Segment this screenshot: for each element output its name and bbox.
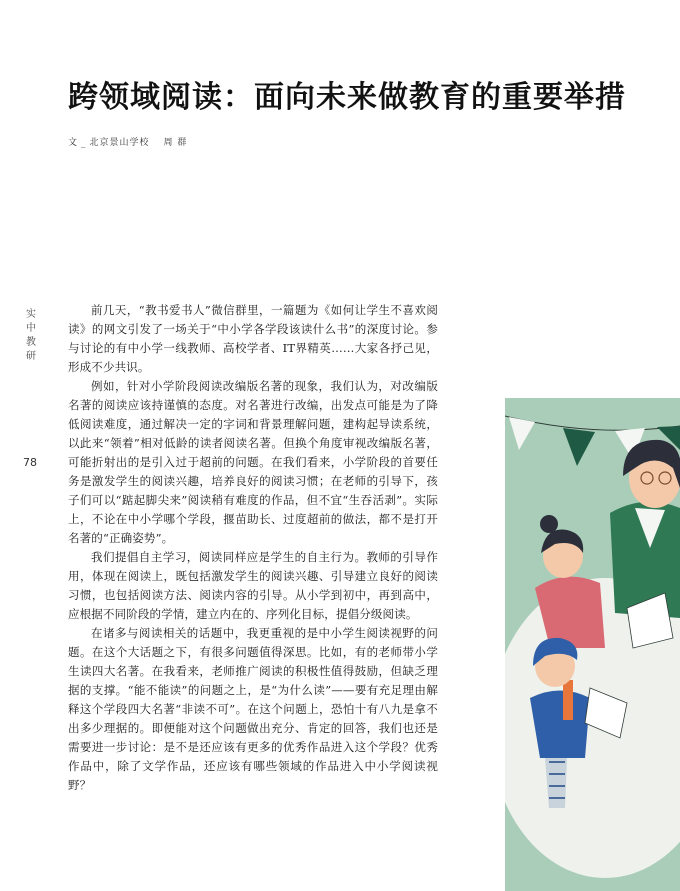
paragraph: 例如，针对小学阶段阅读改编版名著的现象，我们认为，对改编版名著的阅读应该持谨慎的态度。对名著进行改编，出发点可能是为了降低阅读难度，通过解决一定的字词和背景理解问题，建构起导读系统，以此来“领着”相对低龄的读者阅读名著。但换个角度审视改编版名著，可能折射出的是引入过于超前的问题。在我们看来，小学阶段的首要任务是激发学生的阅读兴趣，培养良好的阅读习惯；在老师的引导下，孩子们可以“踮起脚尖来”阅读稍有难度的作品，但不宜“生吞活剥”。实际上，不论在中小学哪个学段，揠苗助长、过度超前的做法，都不是打开名著的“正确姿势”。 [68,379,438,545]
byline-author: 周 群 [163,138,188,148]
article-body [68,301,438,795]
byline-school: 北京景山学校 [89,138,150,148]
article-title: 跨领域阅读：面向未来做教育的重要举措 [68,80,626,115]
paragraph: 前几天，“教书爱书人”微信群里，一篇题为《如何让学生不喜欢阅读》的网文引发了一场关于“中小学各学段该读什么书”的深度讨论。参与讨论的有中小学一线教师、高校学者、IT界精英……大家各抒己见，形成不少共识。 [68,303,438,374]
paragraph: 在诸多与阅读相关的话题中，我更重视的是中小学生阅读视野的问题。在这个大话题之下，有很多问题值得深思。比如，有的老师带小学生读四大名著。在我看来，老师推广阅读的积极性值得鼓励，但缺乏理据的支撑。“能不能读”的问题之上，是“为什么读”——要有充足理由解释这个学段四大名著“非读不可”。在这个问题上，恐怕十有八九是拿不出多少理据的。即便能对这个问题做出充分、肯定的回答，我们也还是需要进一步讨论：是不是还应该有更多的优秀作品进入这个学段？优秀作品中，除了文学作品，还应该有哪些领域的作品进入中小学阅读视野？ [68,626,438,792]
paragraph: 我们提倡自主学习，阅读同样应是学生的自主行为。教师的引导作用，体现在阅读上，既包括激发学生的阅读兴趣、引导建立良好的阅读习惯，也包括阅读方法、阅读内容的引导。从小学到初中，再到高中，应根据不同阶段的学情，建立内在的、序列化目标，提倡分级阅读。 [68,550,438,621]
reading-illustration [505,398,680,891]
column-label: 实中教研 [26,309,36,362]
page-number: 78 [23,456,37,469]
byline-prefix: 文 [68,138,79,148]
byline-separator: _ [81,138,87,148]
byline [68,135,187,148]
